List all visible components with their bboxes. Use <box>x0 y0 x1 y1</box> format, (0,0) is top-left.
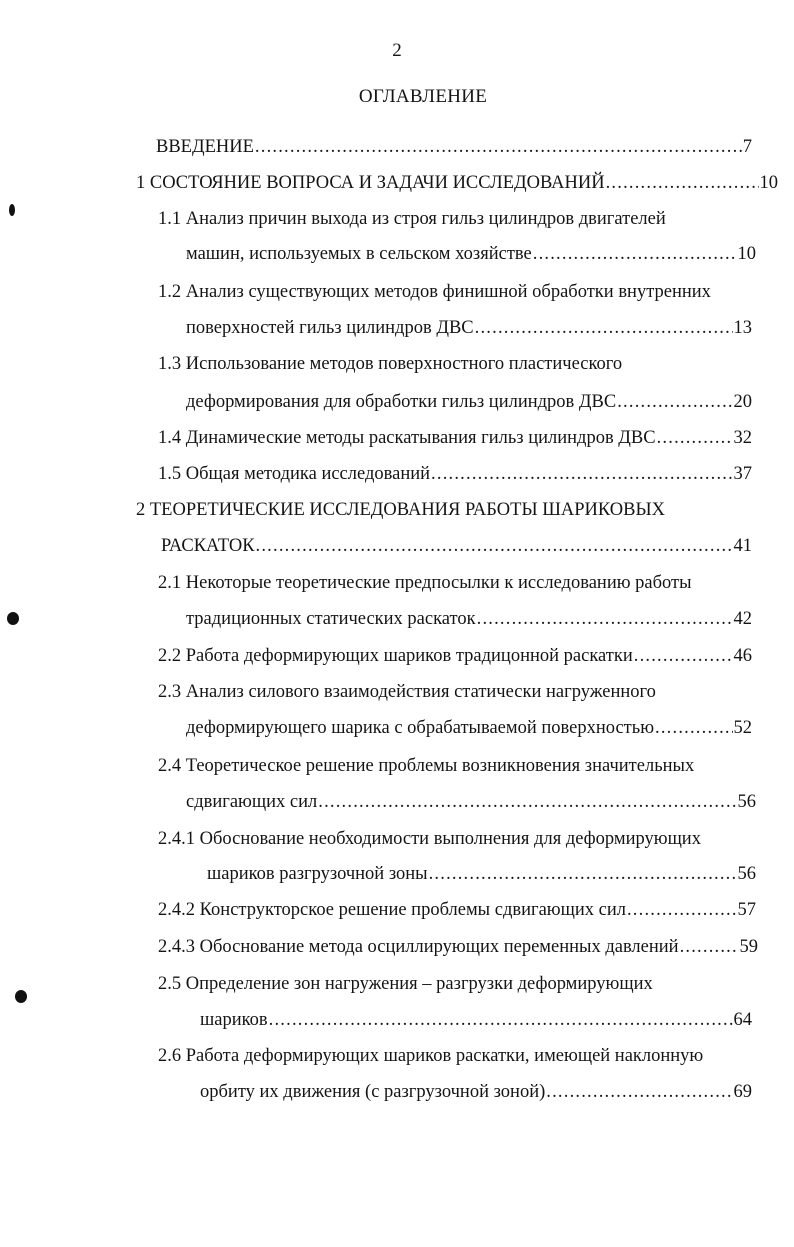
punch-hole-mark <box>15 990 27 1003</box>
page-title: ОГЛАВЛЕНИЕ <box>358 86 488 107</box>
dot-leader <box>657 426 733 450</box>
toc-entry-1-1[interactable] <box>186 242 756 266</box>
toc-entry-text: 1.4 Динамические методы раскатывания гильз цилиндров ДВС <box>158 428 656 448</box>
dot-leader <box>546 1080 732 1104</box>
dot-leader <box>318 790 736 814</box>
toc-entry-line1: 2.6 Работа деформирующих шариков раскатки, имеющей наклонную <box>158 1046 704 1066</box>
toc-entry-text: машин, используемых в сельском хозяйстве <box>186 244 532 264</box>
toc-entry-1-5[interactable] <box>158 462 752 486</box>
toc-entry-page: 37 <box>733 464 752 484</box>
toc-entry-page: 42 <box>733 609 752 629</box>
dot-leader <box>655 716 732 740</box>
toc-entry-text: РАСКАТОК <box>161 536 255 556</box>
dot-leader <box>634 644 733 668</box>
toc-entry-page: 10 <box>737 244 756 264</box>
page-number: 2 <box>392 40 402 61</box>
toc-entry-2-4[interactable] <box>186 790 756 814</box>
dot-leader <box>680 935 739 959</box>
toc-entry-page: 56 <box>737 792 756 812</box>
toc-entry-line1: 2.1 Некоторые теоретические предпосылки к исследованию работы <box>158 573 692 593</box>
toc-entry-page: 59 <box>739 937 758 957</box>
dot-leader <box>269 1008 733 1032</box>
dot-leader <box>533 242 737 266</box>
toc-entry-text: шариков <box>200 1010 268 1030</box>
toc-entry-chapter-1[interactable] <box>136 171 778 195</box>
toc-entry-2-3[interactable] <box>186 716 752 740</box>
toc-entry-1-4[interactable] <box>158 426 752 450</box>
toc-entry-text: 2.4.2 Конструкторское решение проблемы сдвигающих сил <box>158 900 626 920</box>
toc-entry-text: орбиту их движения (с разгрузочной зоной) <box>200 1082 546 1102</box>
toc-entry-2-1[interactable] <box>186 607 752 631</box>
dot-leader <box>627 898 737 922</box>
dot-leader <box>477 607 733 631</box>
toc-entry-text: 2.2 Работа деформирующих шариков традицонной раскатки <box>158 646 633 666</box>
toc-entry-text: поверхностей гильз цилиндров ДВС <box>186 318 474 338</box>
toc-entry-line1: 2.4 Теоретическое решение проблемы возникновения значительных <box>158 756 695 776</box>
toc-entry-introduction[interactable] <box>156 135 752 159</box>
toc-entry-line1: 1.1 Анализ причин выхода из строя гильз цилиндров двигателей <box>158 209 666 229</box>
toc-entry-text: деформирования для обработки гильз цилиндров ДВС <box>186 392 617 412</box>
dot-leader <box>475 316 733 340</box>
toc-entry-text: 1 СОСТОЯНИЕ ВОПРОСА И ЗАДАЧИ ИССЛЕДОВАНИЙ <box>136 173 605 193</box>
toc-entry-page: 20 <box>733 392 752 412</box>
toc-entry-text: сдвигающих сил <box>186 792 318 812</box>
toc-entry-page: 41 <box>733 536 752 556</box>
toc-entry-page: 32 <box>733 428 752 448</box>
toc-entry-page: 64 <box>733 1010 752 1030</box>
toc-entry-page: 13 <box>733 318 752 338</box>
toc-entry-2-4-3[interactable] <box>158 935 758 959</box>
toc-entry-page: 69 <box>733 1082 752 1102</box>
toc-entry-line1: 1.3 Использование методов поверхностного пластического <box>158 354 623 374</box>
toc-entry-page: 46 <box>733 646 752 666</box>
toc-entry-text: 2.4.3 Обоснование метода осциллирующих переменных давлений <box>158 937 679 957</box>
dot-leader <box>255 135 742 159</box>
toc-entry-2-4-2[interactable] <box>158 898 756 922</box>
toc-entry-2-2[interactable] <box>158 644 752 668</box>
toc-entry-line1: 2 ТЕОРЕТИЧЕСКИЕ ИССЛЕДОВАНИЯ РАБОТЫ ШАРИКОВЫХ <box>136 500 665 520</box>
toc-entry-page: 10 <box>759 173 778 193</box>
toc-entry-line1: 2.4.1 Обоснование необходимости выполнения для деформирующих <box>158 829 701 849</box>
dot-leader <box>617 390 732 414</box>
toc-entry-2-4-1[interactable] <box>207 862 756 886</box>
toc-entry-2-5[interactable] <box>200 1008 752 1032</box>
toc-entry-text: 1.5 Общая методика исследований <box>158 464 431 484</box>
toc-entry-chapter-2[interactable] <box>161 534 752 558</box>
toc-entry-text: деформирующего шарика с обрабатываемой поверхностью <box>186 718 655 738</box>
punch-hole-mark <box>9 204 15 216</box>
toc-entry-line1: 2.5 Определение зон нагружения – разгрузки деформирующих <box>158 974 653 994</box>
toc-entry-page: 7 <box>742 137 752 157</box>
dot-leader <box>431 462 732 486</box>
punch-hole-mark <box>7 612 19 625</box>
toc-entry-line1: 2.3 Анализ силового взаимодействия статически нагруженного <box>158 682 656 702</box>
toc-entry-line1: 1.2 Анализ существующих методов финишной обработки внутренних <box>158 282 711 302</box>
dot-leader <box>429 862 737 886</box>
dot-leader <box>256 534 733 558</box>
toc-entry-text: шариков разгрузочной зоны <box>207 864 428 884</box>
dot-leader <box>606 171 759 195</box>
toc-entry-text: ВВЕДЕНИЕ <box>156 137 254 157</box>
toc-entry-page: 56 <box>737 864 756 884</box>
toc-entry-1-2[interactable] <box>186 316 752 340</box>
toc-entry-2-6[interactable] <box>200 1080 752 1104</box>
toc-entry-text: традиционных статических раскаток <box>186 609 476 629</box>
toc-entry-1-3[interactable] <box>186 390 752 414</box>
toc-entry-page: 52 <box>733 718 752 738</box>
toc-entry-page: 57 <box>737 900 756 920</box>
